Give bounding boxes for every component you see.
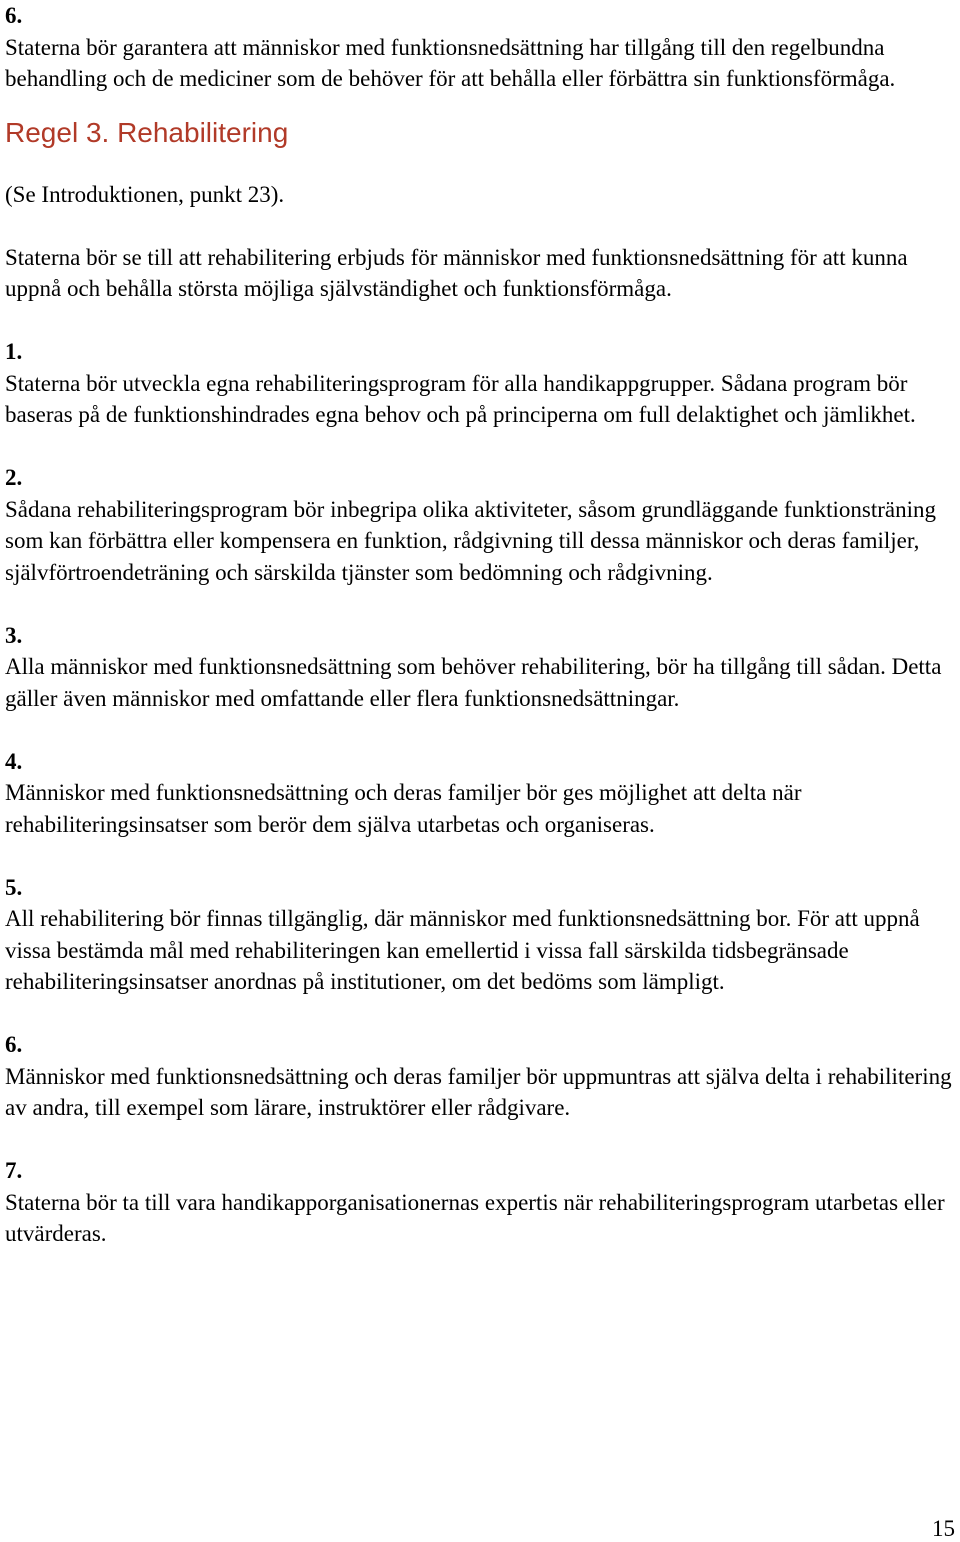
point-5 [5, 872, 957, 998]
point-text: Människor med funktionsnedsättning och deras familjer bör uppmuntras att själva delta i rehabilitering av andra, till exempel som lärare, instruktörer eller rådgivare. [5, 1063, 952, 1120]
point-text: Staterna bör ta till vara handikapporganisationernas expertis när rehabiliteringsprogram utarbetas eller utvärderas. [5, 1189, 945, 1246]
point-text: Staterna bör utveckla egna rehabiliteringsprogram för alla handikappgrupper. Sådana program bör baseras på de funktionshindrades egna behov och på principerna om full delaktighet och jämlikhet. [5, 370, 916, 427]
point-text: Människor med funktionsnedsättning och deras familjer bör ges möjlighet att delta när rehabiliteringsinsatser som berör dem själva utarbetas och organiseras. [5, 780, 802, 837]
spacer [5, 305, 957, 337]
document-page [5, 0, 957, 1250]
point-text: Staterna bör garantera att människor med funktionsnedsättning har tillgång till den regelbundna behandling och de mediciner som de behöver för att behålla eller förbättra sin funktionsförmåga. [5, 34, 896, 91]
point-number: 5. [5, 874, 23, 900]
point-2 [5, 462, 957, 588]
point-text: Alla människor med funktionsnedsättning som behöver rehabilitering, bör ha tillgång till sådan. Detta gäller även människor med omfattande eller flera funktionsnedsättningar. [5, 654, 942, 711]
spacer [5, 588, 957, 620]
point-number: 7. [5, 1158, 23, 1183]
rule-intro: Staterna bör se till att rehabilitering erbjuds för människor med funktionsnedsättning för att kunna uppnå och behålla största möjliga självständighet och funktionsförmåga. [5, 244, 908, 301]
page-number: 15 [932, 1516, 955, 1541]
point-3 [5, 620, 957, 715]
point-number: 4. [5, 748, 23, 774]
spacer [5, 714, 957, 746]
spacer [5, 1124, 957, 1156]
spacer [5, 998, 957, 1030]
point-number: 3. [5, 622, 23, 648]
point-7 [5, 1155, 957, 1250]
section-top [5, 0, 957, 95]
point-1 [5, 336, 957, 431]
point-number: 6. [5, 3, 23, 28]
rule-reference: (Se Introduktionen, punkt 23). [5, 181, 285, 207]
point-6 [5, 1029, 957, 1124]
point-4 [5, 746, 957, 841]
spacer [5, 210, 957, 242]
spacer [5, 840, 957, 872]
point-number: 2. [5, 465, 23, 490]
point-text: All rehabilitering bör finnas tillgänglig, där människor med funktionsnedsättning bor. För att uppnå vissa bestämda mål med rehabiliteringen kan emellertid i vissa fall särskilda tidsbegränsade rehabiliteringsinsatser anordnas på institutioner, om det bedöms som lämpligt. [5, 906, 920, 994]
point-number: 1. [5, 339, 23, 364]
point-text: Sådana rehabiliteringsprogram bör inbegripa olika aktiviteter, såsom grundläggande funktionsträning som kan förbättra eller kompensera en funktion, rådgivning till dessa människor och deras familjer, självförtroendeträning och särskilda tjänster som bedömning och rådgivning. [5, 496, 936, 585]
rule-heading: Regel 3. Rehabilitering [5, 116, 289, 148]
point-number: 6. [5, 1032, 23, 1057]
spacer [5, 431, 957, 463]
